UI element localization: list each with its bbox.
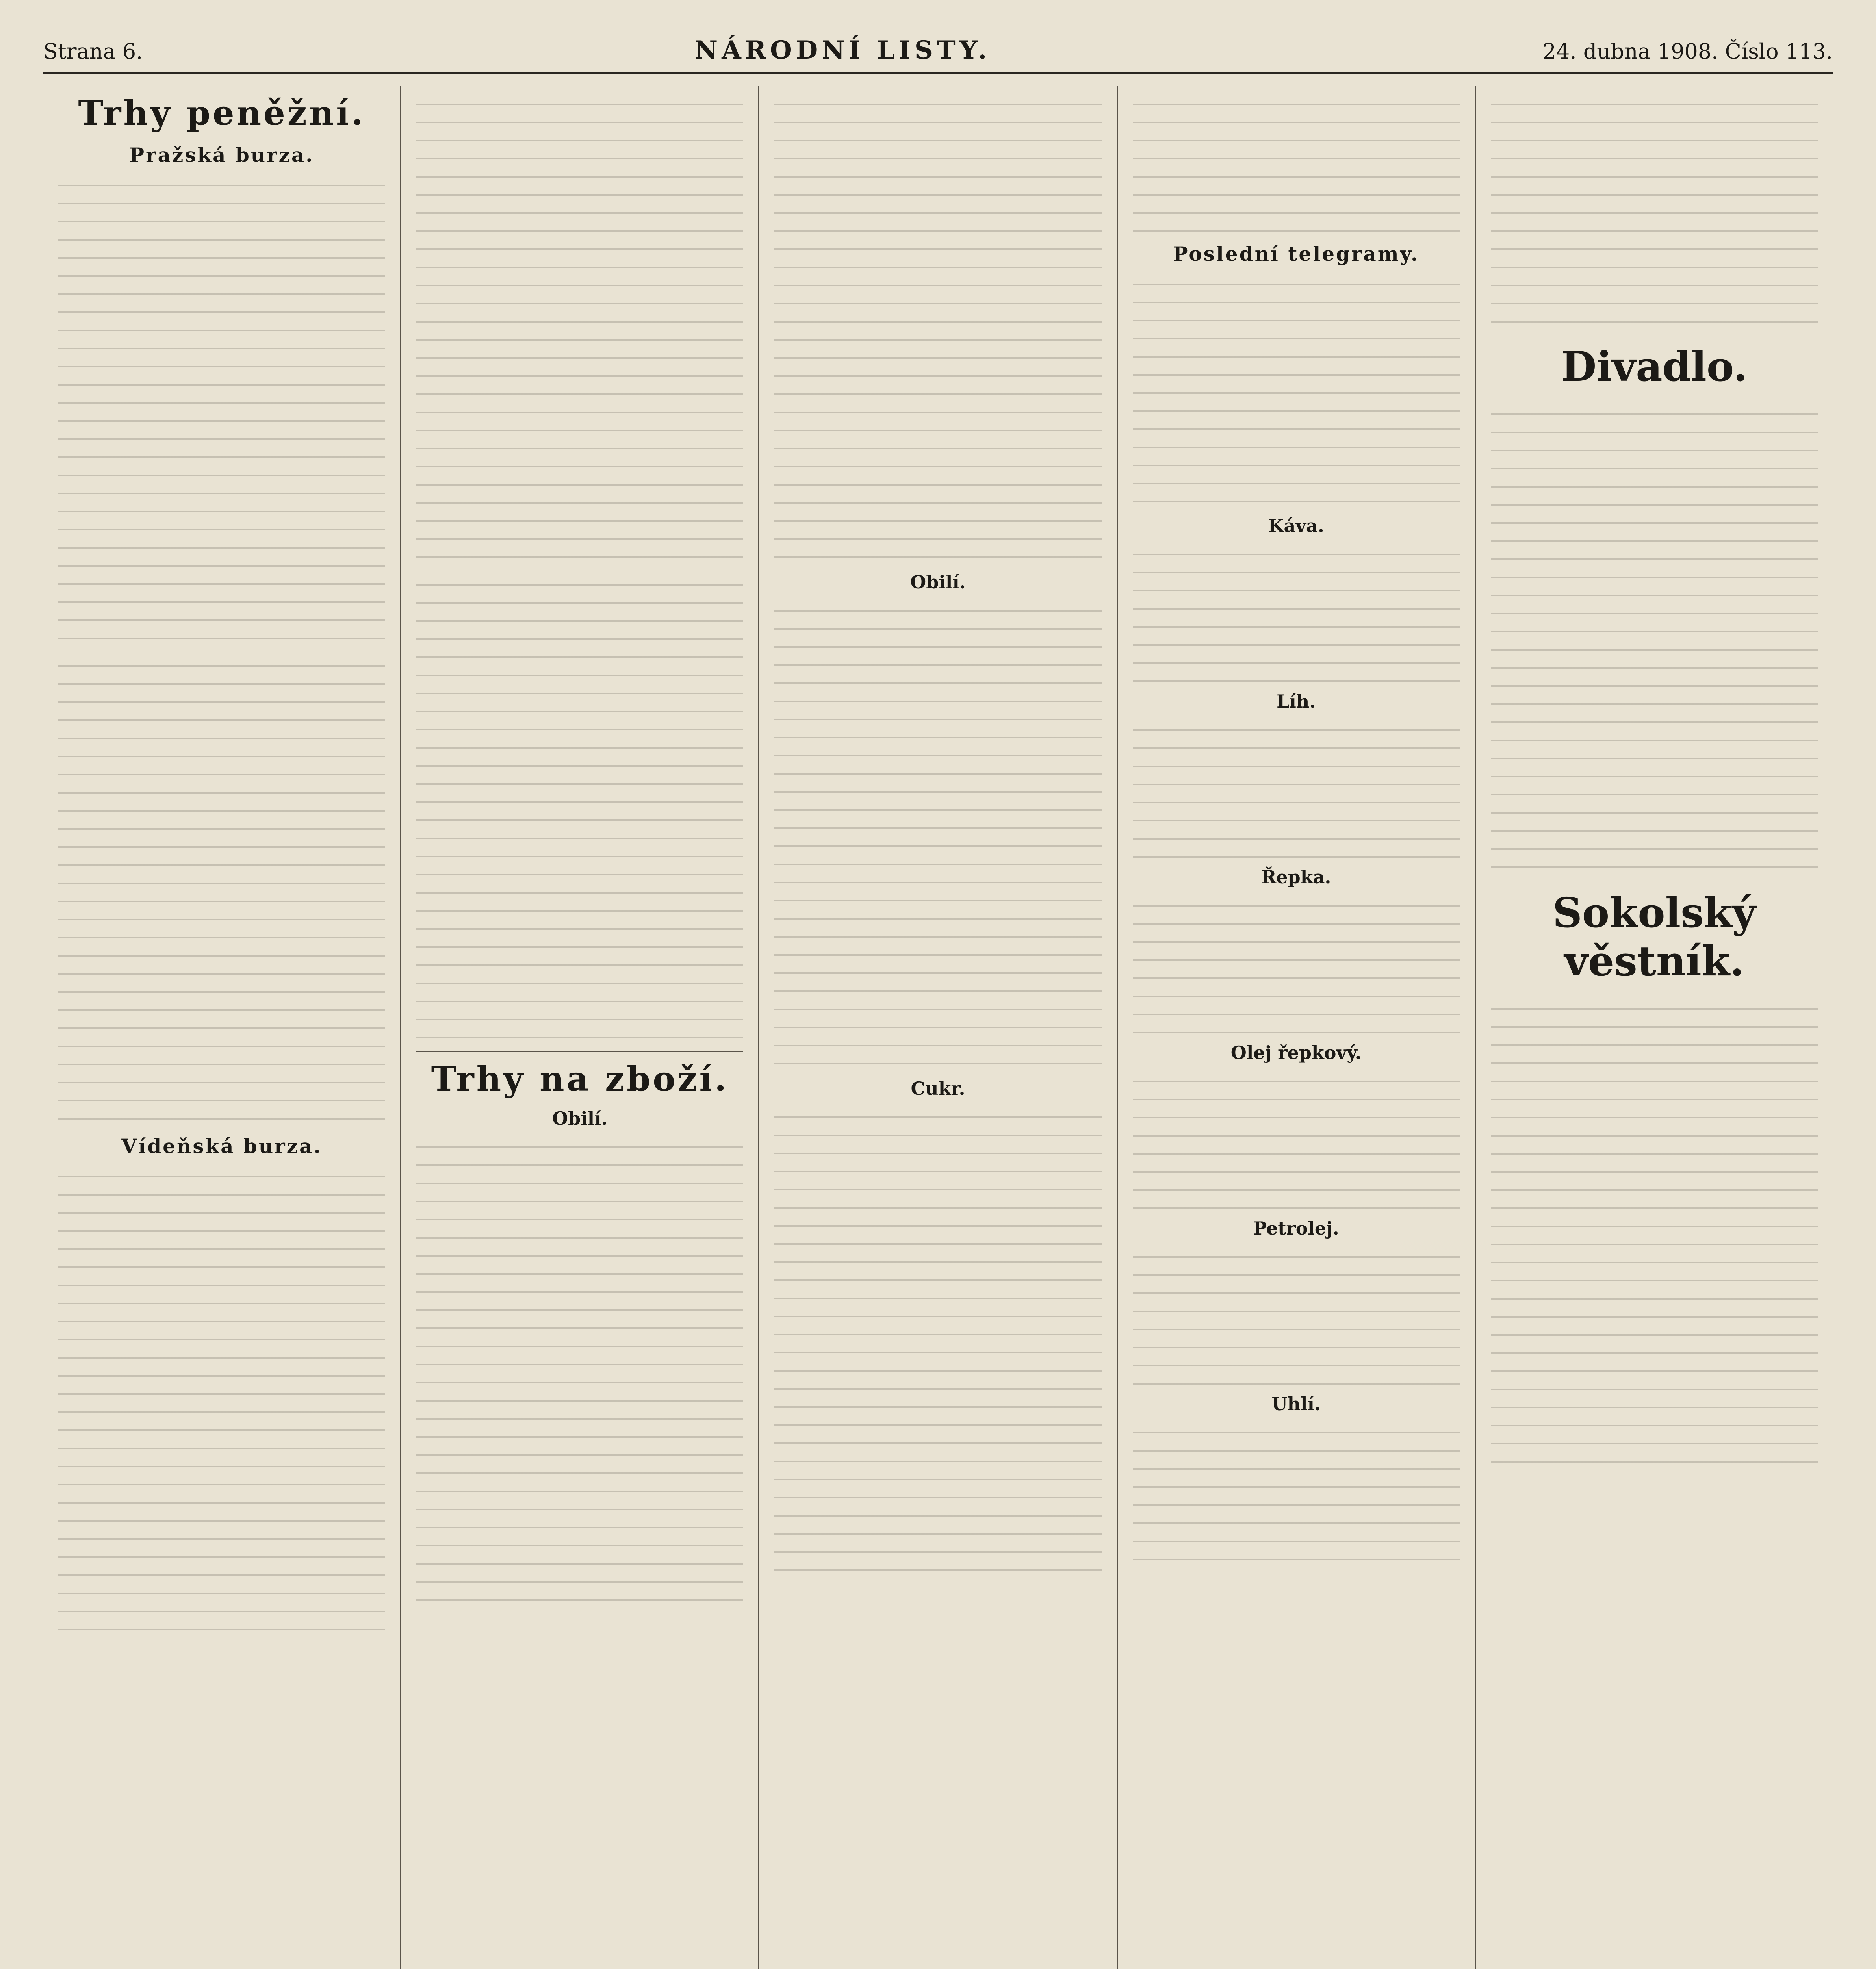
- columns: [43, 86, 1833, 1969]
- text-block: [58, 652, 385, 1124]
- section-sokol: Sokolský věstník.: [1552, 888, 1756, 985]
- text-block: [1491, 90, 1818, 326]
- masthead: [43, 35, 1833, 74]
- column-4: [1118, 86, 1476, 1969]
- page-number: Strana 6.: [43, 39, 143, 64]
- text-block: [1491, 400, 1818, 873]
- section-petroleum: Petrolej.: [1253, 1218, 1339, 1239]
- text-block: [58, 1162, 385, 1635]
- section-grain: Obilí.: [552, 1108, 608, 1129]
- text-block: [58, 171, 385, 644]
- section-theatre: Divadlo.: [1561, 342, 1748, 391]
- section-title-money-markets: Trhy peněžní.: [78, 93, 366, 133]
- section-sugar: Cukr.: [911, 1078, 965, 1099]
- subsection-vienna-exchange: Vídeňská burza.: [121, 1135, 322, 1158]
- section-rapes: Řepka.: [1261, 866, 1331, 888]
- text-block: [416, 571, 743, 1043]
- text-block: [1133, 1243, 1460, 1385]
- section-oil: Olej řepkový.: [1230, 1042, 1362, 1063]
- section-lih: Líh.: [1277, 691, 1316, 712]
- text-block: [774, 1103, 1101, 1576]
- text-block: [1133, 1418, 1460, 1560]
- text-block: [1133, 540, 1460, 682]
- section-grain-2: Obilí.: [910, 571, 966, 593]
- subsection-prague-exchange: Pražská burza.: [129, 143, 314, 167]
- text-block: [774, 90, 1101, 563]
- section-title-commodity-markets: Trhy na zboží.: [431, 1059, 729, 1099]
- column-1: [43, 86, 401, 1969]
- column-3: [759, 86, 1117, 1969]
- newspaper-title: NÁRODNÍ LISTY.: [694, 35, 991, 65]
- text-block: [1133, 1067, 1460, 1209]
- date-issue: 24. dubna 1908. Číslo 113.: [1542, 39, 1833, 64]
- section-telegrams: Poslední telegramy.: [1173, 242, 1420, 265]
- section-coffee: Kávа.: [1268, 515, 1324, 536]
- text-block: [774, 597, 1101, 1069]
- text-block: [1133, 716, 1460, 858]
- column-5: [1476, 86, 1833, 1969]
- section-coal: Uhlí.: [1271, 1393, 1321, 1415]
- text-block: [1133, 90, 1460, 232]
- text-block: [1491, 995, 1818, 1467]
- text-block: [416, 90, 743, 563]
- column-2: [401, 86, 759, 1969]
- divider: [416, 1051, 743, 1052]
- text-block: [416, 1133, 743, 1606]
- text-block: [1133, 270, 1460, 506]
- text-block: [1133, 892, 1460, 1033]
